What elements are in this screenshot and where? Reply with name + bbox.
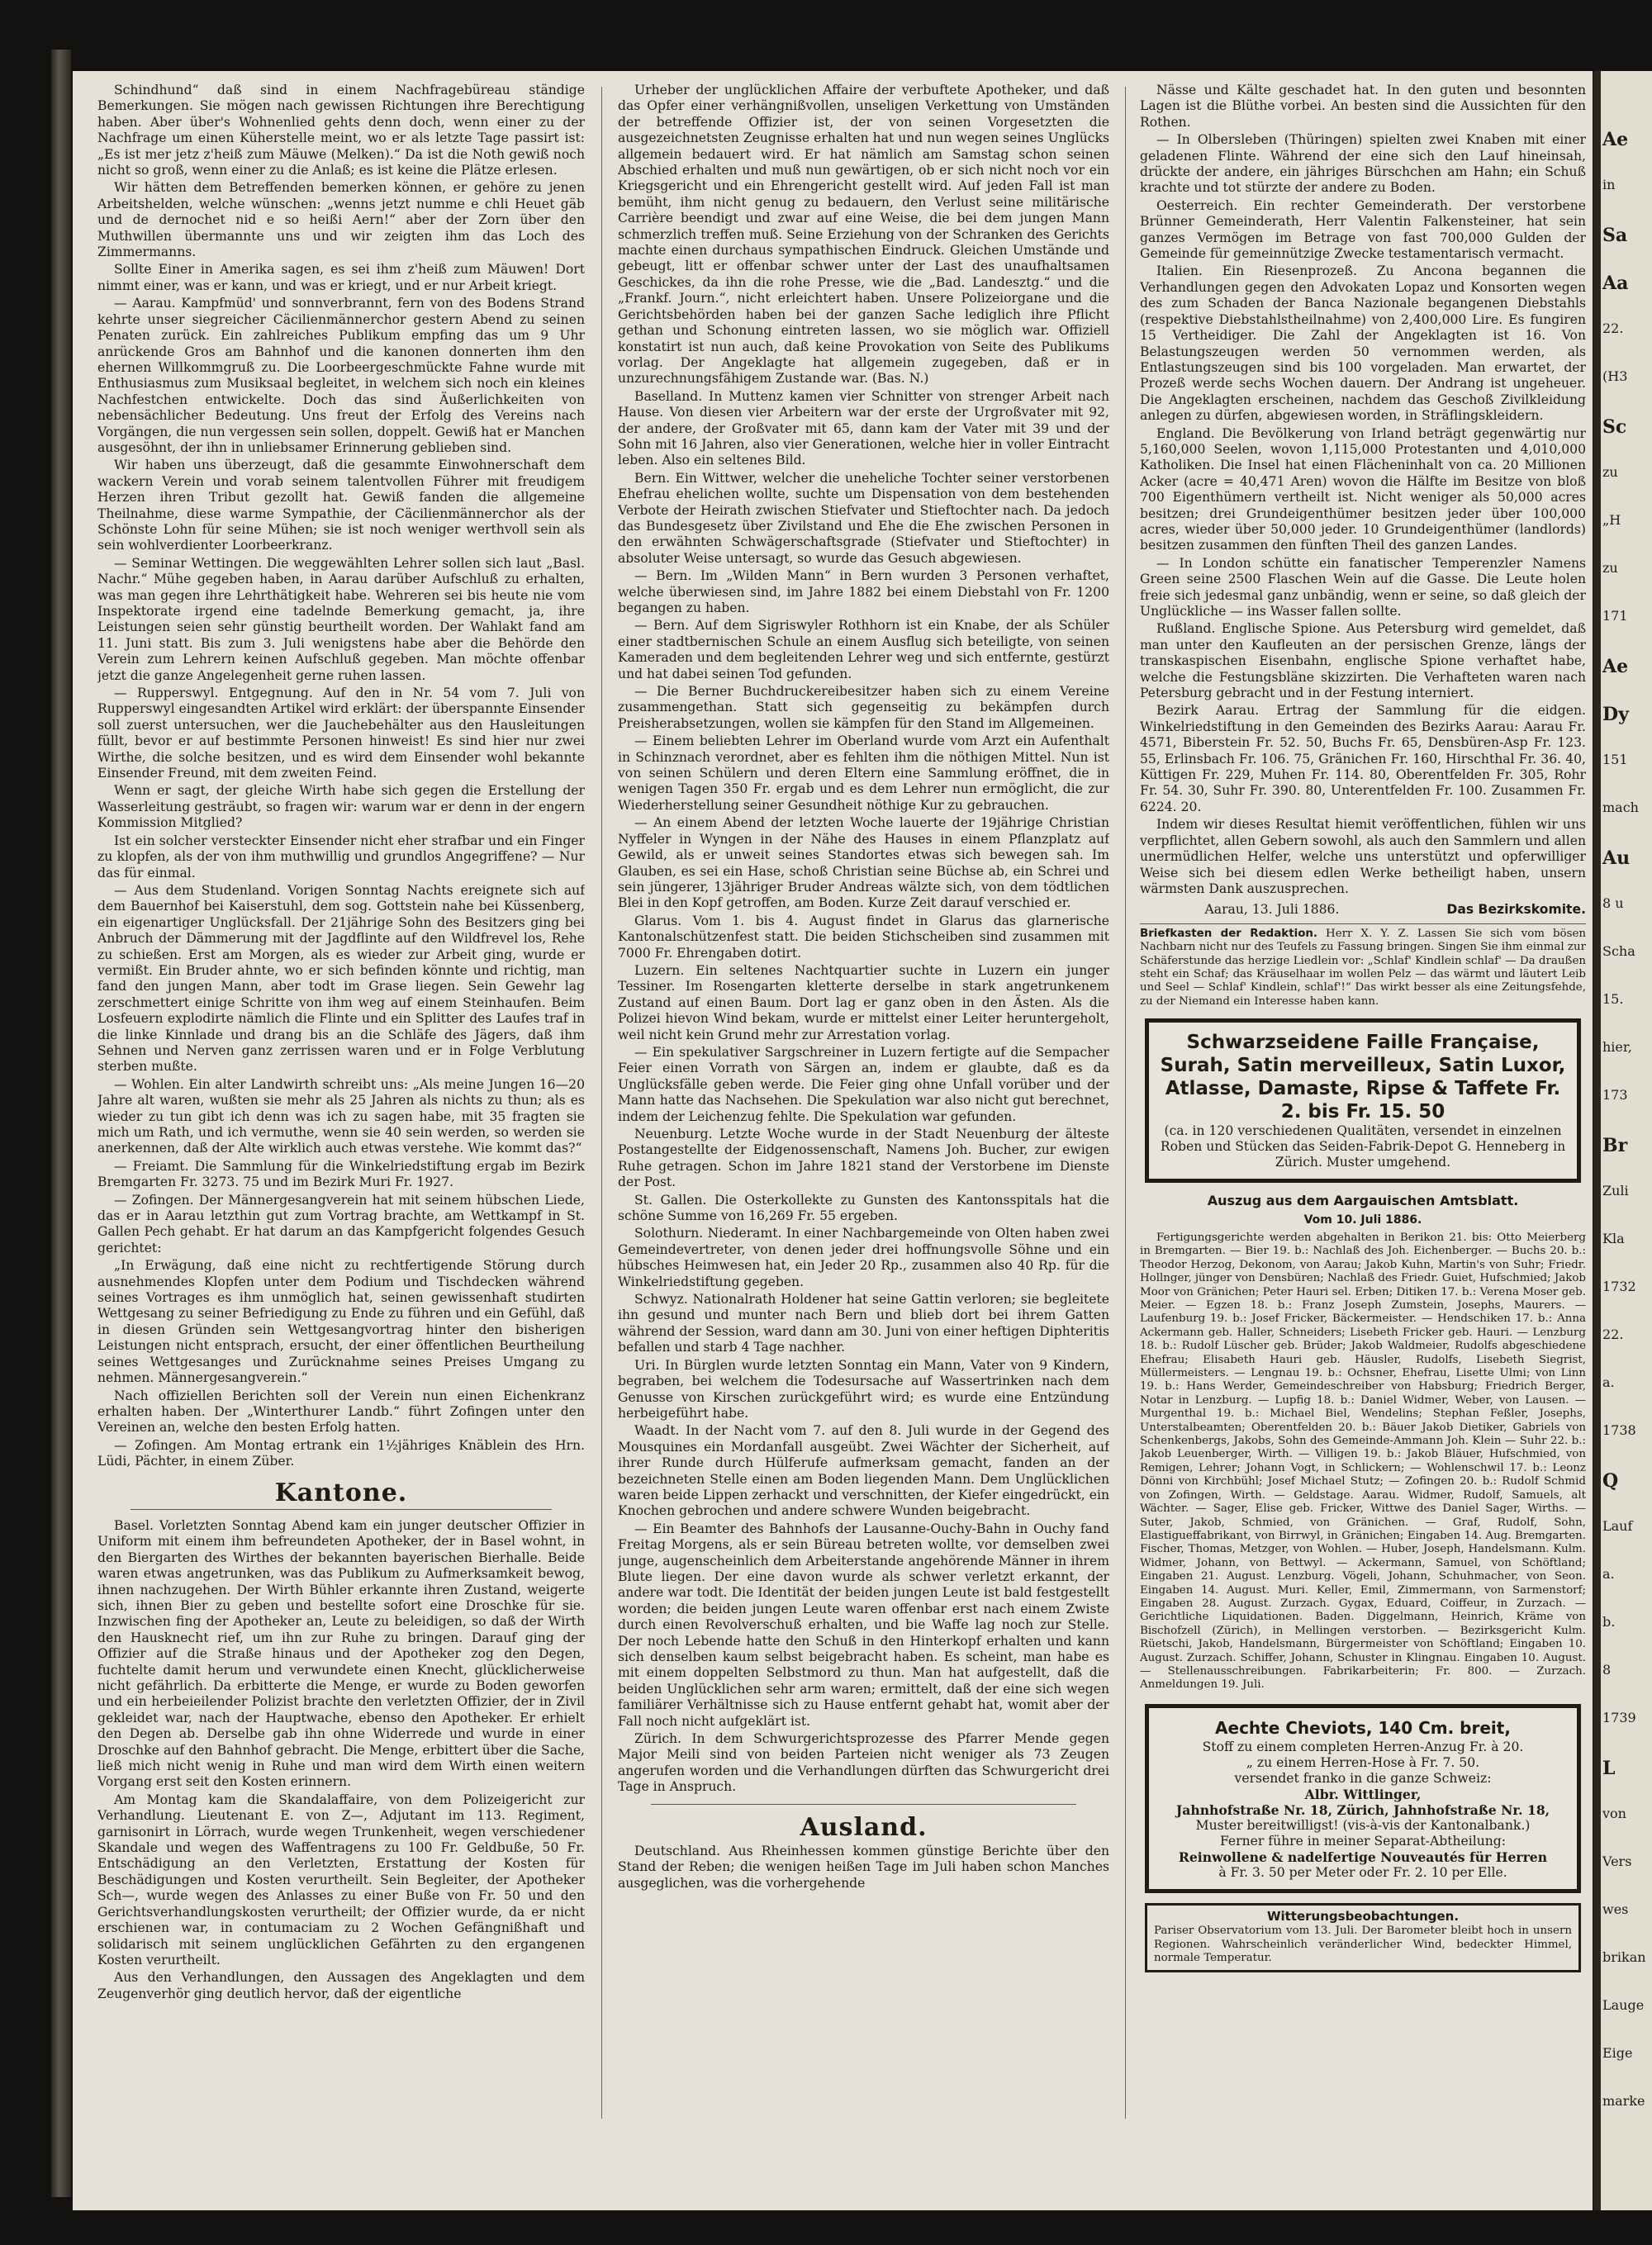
article-paragraph: — Rupperswyl. Entgegnung. Auf den in Nr. 54 vom 7. Juli von Rupperswyl eingesandten Artikel wird erklärt: der überspannte Einsender soll zuerst untersuchen, wer die Jauchebehälter aus den Hausleitungen füllt, bevor er auf bestimmte Personen hinweist! Es sind hier nur zwei Wirthe, die solche besitzen, und es wird dem Einsender wohl bekannte Einsender Freund, mit dem zweiten Feind. [97, 686, 585, 781]
adjacent-page-text: 22. [1602, 1327, 1624, 1342]
article-paragraph: Aus den Verhandlungen, den Aussagen des Angeklagten und dem Zeugenverhör ging deutlich hervor, daß der eigentliche [97, 1970, 585, 2001]
adjacent-page-text: Zuli [1602, 1183, 1629, 1198]
article-paragraph: Uri. In Bürglen wurde letzten Sonntag ein Mann, Vater von 9 Kindern, begraben, bei welchem die Todesursache auf Wassertrinken nach dem Genusse von Kirschen zurückgeführt wird; es wurde eine Entzündung herbeigeführt habe. [618, 1357, 1109, 1421]
adjacent-page-text: Scha [1602, 943, 1635, 959]
adjacent-page-text: von [1602, 1806, 1626, 1821]
article-paragraph: Solothurn. Niederamt. In einer Nachbargemeinde von Olten haben zwei Gemeindevertreter, von denen jeder drei hoffnungsvolle Söhne und ein hübsches Heimwesen hat, ein Jeder 20 Rp., zusammen also 40 Rp. für die Winkelriedstiftung gegeben. [618, 1226, 1109, 1289]
adjacent-page-text: Ae [1602, 129, 1629, 150]
date-text: Aarau, 13. Juli 1886. [1204, 902, 1340, 918]
adjacent-page-text: Lauge [1602, 1997, 1645, 2013]
adjacent-page-text: zu [1602, 560, 1618, 576]
adjacent-page-text: brikan [1602, 1949, 1646, 1965]
column-rule-2 [1125, 87, 1126, 2119]
ad-cheviots-line: Stoff zu einem completen Herren-Anzug Fr. à 20. [1202, 1739, 1524, 1754]
article-paragraph: — Aus dem Studenland. Vorigen Sonntag Nachts ereignete sich auf dem Bauernhof bei Kaiserstuhl, dem sog. Gottstein nahe bei Küssenberg, ein eigenartiger Unglücksfall. Der 21jährige Sohn des Besitzers ging bei Anbruch der Dämmerung mit der Jagdflinte auf den Wildfrevel los, Rehe zu schießen. Erst am Morgen, als es wieder zur Arbeit ging, wurde er vermißt. Ein Bruder ahnte, wo er sich befinden könnte und richtig, man fand den jungen Mann, aber todt im Grase liegen. Sein Gewehr lag zerschmettert einige Schritte von ihm weg auf einem Steinhaufen. Beim Losfeuern explodirte nämlich die Flinte und ein Splitter des Laufes traf in die linke Kinnlade und drang bis an die Schläfe des Jägers, daß ihm Sehnen und Nerven ganz zerrissen waren und er in Folge Verblutung sterben mußte. [97, 882, 585, 1075]
column-2 [618, 83, 1109, 2123]
article-paragraph: — Zofingen. Am Montag ertrank ein 1½jähriges Knäblein des Hrn. Lüdi, Pächter, in einem Züber. [97, 1437, 585, 1469]
ad-cheviots-title: Aechte Cheviots, 140 Cm. breit, [1215, 1717, 1511, 1738]
signature: Das Bezirkskomite. [1446, 902, 1586, 918]
adjacent-page-text: Br [1602, 1135, 1628, 1156]
adjacent-page-text: hier, [1602, 1039, 1632, 1055]
column-1 [97, 83, 585, 2123]
article-paragraph: — Bern. Auf dem Sigriswyler Rothhorn ist ein Knabe, der als Schüler einer stadtbernischen Schule an einem Ausflug sich beteiligte, von seinen Kameraden und dem begleitenden Lehrer weg und sich entfernte, gestürzt und hat dabei seinen Tod gefunden. [618, 618, 1109, 681]
weather-heading: Witterungsbeobachtungen. [1266, 1908, 1460, 1924]
adjacent-page-text: 173 [1602, 1087, 1628, 1103]
adjacent-page-text: 1739 [1602, 1710, 1636, 1725]
article-paragraph: Deutschland. Aus Rheinhessen kommen günstige Berichte über den Stand der Reben; die wenigen heißen Tage im Juli haben schon Manches ausgeglichen, was die vorhergehende [618, 1844, 1109, 1891]
adjacent-page-text: 15. [1602, 991, 1624, 1007]
ad-cheviots-line: à Fr. 3. 50 per Meter oder Fr. 2. 10 per Elle. [1218, 1864, 1507, 1880]
article-paragraph: — Seminar Wettingen. Die weggewählten Lehrer sollen sich laut „Basl. Nachr.“ Mühe gegeben haben, in Aarau darüber Aufschluß zu erhalten, was man gegen ihre Lehrthätigkeit habe. Wehreren sei bis heute nie vom Inspektorate irgend eine tadelnde Bemerkung gemacht, ja, ihre Leistungen seien sehr günstig beurtheilt worden. Der Wahlakt fand am 11. Juni statt. Bis zum 3. Juli wenigstens habe aber die Behörde den Verein zum Lehrern keinen Aufschluß gegeben. Man möchte offenbar jetzt die ganze Angelegenheit gerne ruhen lassen. [97, 555, 585, 683]
weather-report [1145, 1903, 1581, 1973]
adjacent-page-text: Q [1602, 1470, 1619, 1492]
adjacent-page-text: Aa [1602, 273, 1629, 294]
article-paragraph: — Ein spekulativer Sargschreiner in Luzern fertigte auf die Sempacher Feier einen Vorrath von Särgen an, indem er glaubte, daß es da Unglücksfälle geben werde. Die Feier ging ohne Unfall vorüber und der Mann hatte das Nachsehen. Die Spekulation war also nicht gut berechnet, indem der Leichenzug fehlte. Die Spekulation war gefunden. [618, 1044, 1109, 1124]
ad-cheviots-line: „ zu einem Herren-Hose à Fr. 7. 50. [1246, 1754, 1480, 1770]
article-paragraph: — Einem beliebten Lehrer im Oberland wurde vom Arzt ein Aufenthalt in Schinznach verordnet, aber es fehlten ihm die nöthigen Mittel. Nun ist von seinen Schülern und deren Eltern eine Sammlung eröffnet, die in wenigen Tagen 350 Fr. ergab und es dem Lehrer nun ermöglicht, die zur Wiederherstellung seiner Gesundheit nöthige Kur zu gebrauchen. [618, 733, 1109, 813]
article-paragraph: Ist ein solcher versteckter Einsender nicht eher strafbar und ein Finger zu klopfen, als der von ihm muthwillig und grundlos Angegriffene? — Nur das für einmal. [97, 833, 585, 880]
adjacent-page-text: in [1602, 177, 1616, 192]
adjacent-page-text: Sc [1602, 416, 1627, 438]
adjacent-page-text: b. [1602, 1614, 1616, 1630]
article-paragraph: Wir haben uns überzeugt, daß die gesammte Einwohnerschaft dem wackern Verein und vorab seinem talentvollen Führer mit freudigem Herzen ihren Tribut gezollt hat. Gewiß fanden die allgemeine Theilnahme, diese warme Sympathie, der Cäcilienmännerchor als der Schönste Lohn für seine Mühen; sie ist noch weniger werthvoll sein als sein wohlverdienter Loorbeerkranz. [97, 458, 585, 553]
adjacent-page-text: Kla [1602, 1231, 1625, 1246]
column-3-articles [1140, 83, 1586, 897]
column-2-articles [618, 83, 1109, 1796]
adjacent-page-text: marke [1602, 2093, 1645, 2109]
article-paragraph: Am Montag kam die Skandalaffaire, von dem Polizeigericht zur Verhandlung. Lieutenant E. von Z—, Adjutant im 113. Regiment, garnisonirt in Lörrach, wurde wegen Trunkenheit, wegen verschiedener Skandale und wegen des Waffentragens zu 100 Fr. Geldbuße, 50 Fr. Entschädigung an den Verletzten, Erstattung der Kosten für Beschädigungen und Kosten verurtheilt. Sein Begleiter, der Apotheker Sch—, wurde wegen des Anlasses zu einer Buße von Fr. 50 und den Gerichtsverhandlungskosten verurtheilt; der Offizier wurde, da er nicht erschienen war, in contumaciam zu 2 Wochen Gefängnißhaft und solidarisch mit seinem unglücklichen Gefährten zu den ergangenen Kosten verurtheilt. [97, 1792, 585, 1967]
article-paragraph: — Bern. Im „Wilden Mann“ in Bern wurden 3 Personen verhaftet, welche überwiesen sind, im Jahre 1882 bei einem Diebstahl von Fr. 1200 begangen zu haben. [618, 568, 1109, 615]
adjacent-page-text: 151 [1602, 752, 1628, 767]
article-paragraph: St. Gallen. Die Osterkollekte zu Gunsten des Kantonsspitals hat die schöne Summe von 16,269 Fr. 55 ergeben. [618, 1192, 1109, 1224]
article-paragraph: Rußland. Englische Spione. Aus Petersburg wird gemeldet, daß man unter den Kaufleuten an der persischen Grenze, längs der transkaspischen Eisenbahn, englische Spione verhaftet habe, welche die Festungsbläne skizzirten. Die Verhafteten waren nach Petersburg gebracht und in der Festung interniert. [1140, 621, 1586, 701]
article-paragraph: Zürich. In dem Schwurgerichtsprozesse des Pfarrer Mende gegen Major Meili sind von beiden Parteien nicht weniger als 73 Zeugen angerufen worden und die Verhandlungen dürften das Schwurgericht drei Tage in Anspruch. [618, 1731, 1109, 1795]
column-1-articles [97, 83, 585, 1470]
adjacent-page-text: 8 u [1602, 895, 1624, 911]
article-paragraph: — Wohlen. Ein alter Landwirth schreibt uns: „Als meine Jungen 16—20 Jahre alt waren, wußten sie mehr als 25 Jahren als nichts zu thun; als es wieder zu tun gibt ich denn was ich zu sagen habe, mit 35 fragten sie mich um Rath, und ich vermuthe, wenn sie 40 sein werden, so werden sie anerkennen, daß der Alte wirklich auch etwas verstehe. Wie kommt das?“ [97, 1076, 585, 1156]
article-paragraph: Luzern. Ein seltenes Nachtquartier suchte in Luzern ein junger Tessiner. Im Rosengarten kletterte derselbe in stark angetrunkenem Zustand auf einen Baum. Dort lag er ganz oben in den Ästen. Als die Polizei hievon Wind bekam, wurde er mittelst einer Leiter heruntergeholt, weil nicht kein Grund mehr zur Arrestation vorlag. [618, 962, 1109, 1042]
article-paragraph: Nach offiziellen Berichten soll der Verein nun einen Eichenkranz erhalten haben. Der „Winterthurer Landb.“ führt Zofingen unter den Vereinen an, welche den besten Erfolg hatten. [97, 1388, 585, 1436]
adjacent-page-text: Lauf [1602, 1518, 1633, 1534]
book-binding-shadow [51, 50, 71, 2197]
article-paragraph: Glarus. Vom 1. bis 4. August findet in Glarus das glarnerische Kantonalschützenfest statt. Die beiden Stichscheiben sind zusammen mit 7000 Fr. Ehrengaben dotirt. [618, 913, 1109, 961]
article-paragraph: — Ein Beamter des Bahnhofs der Lausanne-Ouchy-Bahn in Ouchy fand Freitag Morgens, als er sein Büreau betreten wollte, vor demselben zwei junge, augenscheinlich dem Arbeiterstande angehörende Männer in ihrem Blute liegen. Der eine davon wurde als schwer verletzt erkannt, der andere war todt. Die Identität der beiden jungen Leute ist bald festgestellt worden; die beiden jungen Leute waren offenbar erst nach einem Zwiste durch einen Revolverschuß erhalten, und bie Waffe lag noch zur Stelle. Der noch Lebende hatte den Schuß in den Hinterkopf erhalten und kann sich denselben kaum selbst beigebracht haben. Es scheint, man habe es mit einem doppelten Selbstmord zu thun. Man hat aufgestellt, daß die beiden Unglücklichen sehr arm waren; ermittelt, daß der eine sich wegen familiärer Verhältnisse sich zu Hause entfernt gehabt hat, womit aber der Fall noch nicht aufgeklärt ist. [618, 1521, 1109, 1729]
column-3 [1140, 83, 1586, 2123]
adjacent-page-text: zu [1602, 464, 1618, 480]
ad-silk-text: (ca. in 120 verschiedenen Qualitäten, versendet in einzelnen Roben und Stücken das Seiden-Fabrik-Depot G. Henneberg in Zürich. Muster umgehend. [1160, 1123, 1566, 1170]
weather-text: Pariser Observatorium vom 13. Juli. Der Barometer bleibt hoch in unsern Regionen. Wahrscheinlich veränderlicher Wind, bedeckter Himmel, normale Temperatur. [1154, 1925, 1572, 1964]
adjacent-page-text: 171 [1602, 608, 1628, 624]
article-paragraph: Bern. Ein Wittwer, welcher die uneheliche Tochter seiner verstorbenen Ehefrau ehelichen wollte, suchte um Dispensation von dem bestehenden Verbote der Heirath zwischen Stiefvater und Stieftochter nach. Da jedoch das Bundesgesetz über Zivilstand und Ehe die Ehe zwischen Personen in den erwähnten Schwägerschaftsgrade (Stiefvater und Stieftochter) in absoluter Weise untersagt, so wurde das Gesuch abgewiesen. [618, 470, 1109, 566]
amtsblatt-date: Vom 10. Juli 1886. [1303, 1213, 1422, 1227]
advertisement-cheviots [1145, 1704, 1581, 1893]
section-divider [1140, 923, 1586, 924]
article-paragraph: — In London schütte ein fanatischer Temperenzler Namens Green seine 2500 Flaschen Wein auf die Gasse. Die Leute holen freie sich jedesmal ganz unbändig, wenn er seine, so daß gleich der Unglückliche — ins Wasser fallen sollte. [1140, 555, 1586, 619]
ausland-heading: Ausland. [800, 1812, 928, 1842]
ad-cheviots-line: Reinwollene & nadelfertige Nouveautés für Herren [1178, 1849, 1548, 1865]
article-paragraph: — Aarau. Kampfmüd' und sonnverbrannt, fern von des Bodens Strand kehrte unser siegreicher Cäcilienmännerchor gestern Abend zu seinen Penaten zurück. Ein zahlreiches Publikum empfing das um 9 Uhr anrückende Gros am Bahnhof und die kanonen donnerten ihm den ehernen Willkommgruß zu. Die Loorbeergeschmückte Fahne wurde mit Enthusiasmus zum Musiksaal begleitet, in welchem sich noch ein kleines Nachfestchen entwickelte. Doch das sind Äußerlichkeiten von nebensächlicher Bedeutung. Uns freut der Erfolg des Vereins nach Vorgängen, die nun vergessen sein sollen, doppelt. Gewiß hat er Manchen ausgesöhnt, der ihn in unliebsamer Erinnerung geblieben sind. [97, 296, 585, 455]
advertisement-silk [1145, 1018, 1581, 1183]
adjacent-page-text: Dy [1602, 704, 1629, 725]
article-paragraph: Sollte Einer in Amerika sagen, es sei ihm z'heiß zum Mäuwen! Dort nimmt einer, was er kann, und was er kriegt, und er nur Arbeit kriegt. [97, 262, 585, 293]
amtsblatt-text: Fertigungsgerichte werden abgehalten in Berikon 21. bis: Otto Meierberg in Bremgarten. — Bier 19. b.: Nachlaß des Joh. Eichenberger. — Buchs 20. b.: Theodor Herzog, Dekonom, von Aarau; Jakob Kuhn, Martin's von Suhr; Friedr. Hollnger, jünger von Densbüren; Nachlaß des Friedr. Guiet, Hufschmied; Jakob Moor von Gränichen; Peter Hauri sel. Erben; Ditiken 17. b.: Verena Moser geb. Meier. — Egzen 18. b.: Franz Joseph Zumstein, Josephs, Maurers. — Laufenburg 19. b.: Josef Fricker, Bäckermeister. — Hendschiken 17. b.: Anna Ackermann geb. Haller, Schneiders; Lisebeth Fricker geb. Hauri. — Lenzburg 18. b.: Rudolf Lüscher geb. Brüder; Jakob Waldmeier, Rudolfs abgeschiedene Ehefrau; Elisabeth Hauri geb. Häusler, Rudolfs, Lisebeth Siegrist, Müllermeisters. — Lengnau 19. b.: Ochsner, Ehefrau, Lisette Ulmi; von Linn 19. b.: Hans Werder, Gemeindeschreiber von Habsburg; Friedrich Berger, Notar in Lenzburg. — Lupfig 18. b.: Daniel Widmer, Weber, von Lausen. — Murgenthal 19. b.: Michael Biel, Wendelins; Stephan Feßler, Josephs, Unterstalbeamten; Oberentfelden 20. b.: Bäuer Jakob Dietiker, Gabriels von Schenkenbergs, Jakobs, Sohn des Gemeinde-Ammann Joh. Klein — Suhr 22. b.: Jakob Leuenberger, Wirth. — Villigen 19. b.: Jakob Bläuer, Hufschmied, von Remigen, Lehrer; Johann Vogt, in Schlickern; — Wohlenschwil 17. b.: Leonz Dönni von Kirchbühl; Josef Michael Stutz; — Zofingen 20. b.: Rudolf Schmid von Zofingen, Wirth. — Geldstage. Aarau. Widmer, Rudolf, Samuels, alt Wächter. — Sager, Elise geb. Fricker, Wittwe des Daniel Sager, Wirths. — Suter, Jakob, Schmied, von Gränichen. — Graf, Rudolf, Sohn, Elastigueffabrikant, von Birrwyl, in Gränichen; Eingaben 14. Aug. Bremgarten. Fischer, Thomas, Metzger, von Wohlen. — Huber, Joseph, Handelsmann. Kulm. Widmer, Johann, von Bettwyl. — Ackermann, Samuel, von Schöftland; Eingaben 21. August. Lenzburg. Vögeli, Johann, Schuhmacher, von Seon. Eingaben 14. August. Muri. Keller, Emil, Zimmermann, von Sarmenstorf; Eingaben 28. August. Zurzach. Gygax, Eduard, Coiffeur, in Zurzach. — Gerichtliche Liquidationen. Baden. Diggelmann, Heinrich, Kräme von Bischofzell (Zürich), in Mellingen verstorben. — Bezirksgericht Kulm. Rüetschi, Jakob, Handelsmann, Bürgermeister von Schöftland; Eingaben 10. August. Zurzach. Schiffer, Johann, Schuster in Klingnau. Eingaben 10. August. — Stellenausschreibungen. Fabrikarbeiterin; Fr. 800. — Zurzach. Anmeldungen 19. Juli. [1140, 1231, 1586, 1692]
article-paragraph: Wenn er sagt, der gleiche Wirth habe sich gegen die Erstellung der Wasserleitung gesträubt, so fragen wir: warum war er denn in der engern Kommission Mitglied? [97, 783, 585, 831]
article-paragraph: Wir hätten dem Betreffenden bemerken können, er gehöre zu jenen Arbeitshelden, welche wünschen: „wenns jetzt numme e chli Heuet gäb und de dernochet nid e so heißi Aern!“ aber der Zorn über den Muthwillen übermannte uns und wir zeigten ihm das Loch des Zimmermanns. [97, 180, 585, 260]
article-paragraph: Oesterreich. Ein rechter Gemeinderath. Der verstorbene Brünner Gemeinderath, Herr Valentin Falkensteiner, hat sein ganzes Vermögen im Betrage von fast 700,000 Gulden der Gemeinde für gemeinnützige Zwecke testamentarisch vermacht. [1140, 197, 1586, 262]
adjacent-page-text: 22. [1602, 320, 1624, 336]
ad-cheviots-line: versendet franko in die ganze Schweiz: [1234, 1770, 1492, 1786]
article-paragraph: England. Die Bevölkerung von Irland beträgt gegenwärtig nur 5,160,000 Seelen, wovon 1,115,000 Protestanten und 4,010,000 Katholiken. Die Insel hat einen Flächeninhalt von ca. 20 Millionen Acker (acre = 40,471 Aren) wovon die Hälfte im Besitze von bloß 700 Eigenthümern vertheilt ist. Nicht weniger als 50,000 acres besitzen; drei Grundeigenthümer besitzen jeder über 100,000 acres, wieder über 50,000 jeder. 10 Grundeigenthümer (landlords) besitzen zusammen den fünften Theil des ganzen Landes. [1140, 425, 1586, 553]
article-paragraph: Italien. Ein Riesenprozeß. Zu Ancona begannen die Verhandlungen gegen den Advokaten Lopaz und Konsorten wegen des zum Schaden der Banca Nazionale begangenen Diebstahls (respektive Diebstahlstheilnahme) von 2,400,000 Lire. Es fungiren 15 Vertheidiger. Die Zahl der Angeklagten ist 16. Von Belastungszeugen werden 50 vernommen werden, als Entlastungszeugen sind bis 100 vorgeladen. Man erwartet, der Prozeß werde sechs Wochen dauern. Der Andrang ist ungeheuer. Die Angeklagten erscheinen, nachdem das Geschoß Zivilkleidung anlegen zu dürfen, abgewiesen worden, in Sträflingskleidern. [1140, 263, 1586, 424]
article-paragraph: Schwyz. Nationalrath Holdener hat seine Gattin verloren; sie begleitete ihn gesund und munter nach Bern und blieb dort bei ihrem Gatten während der Session, ward dann am 30. Juni von einer heftigen Diphteritis befallen und starb 4 Tage nachher. [618, 1292, 1109, 1355]
ausland-articles [618, 1844, 1109, 1891]
article-paragraph: — Zofingen. Der Männergesangverein hat mit seinem hübschen Liede, das er in Aarau letzthin gut zum Vortrag brachte, am Wettkampf in St. Gallen Pech gehabt. Er hat darum an das Kampfgericht folgendes Gesuch gerichtet: [97, 1192, 585, 1255]
briefkasten-text: Herr X. Y. Z. Lassen Sie sich vom bösen Nachbarn nicht nur des Teufels zu Fassung bringen. Singen Sie ihm einmal zur Schäferstunde das herzige Liedlein vor: „Schlaf' Kindlein schlaf' — Da draußen steht ein Schaf; das Kräuselhaar im wollen Pelz — das wärmt und läutert Leib und Seel — Schlaf' Kindlein, schlaf'!“ Das wirkt besser als eine Zeitungsfehde, zu der Niemand ein Interesse haben kann. [1140, 927, 1586, 1008]
ad-cheviots-line: Ferner führe in meiner Separat-Abtheilung: [1219, 1833, 1507, 1849]
article-paragraph: Nässe und Kälte geschadet hat. In den guten und besonnten Lagen ist die Blüthe vorbei. An besten sind die Aussichten für den Rothen. [1140, 83, 1586, 130]
adjacent-page-text: 1738 [1602, 1422, 1636, 1438]
ad-cheviots-lines [1159, 1740, 1567, 1881]
briefkasten [1140, 928, 1586, 1009]
adjacent-page-text: Au [1602, 847, 1631, 869]
article-paragraph: Basel. Vorletzten Sonntag Abend kam ein junger deutscher Offizier in Uniform mit einem ihm befreundeten Apotheker, der in Basel wohnt, in den Biergarten des Wirthes der bekannten bayerischen Bierhalle. Beide waren etwas angetrunken, was das Publikum zu Aufmerksamkeit bewog, ihnen nachzugehen. Der Wirth Bühler erkannte ihren Zustand, weigerte sich, ihnen Bier zu geben und bestellte sofort eine Droschke für sie. Inzwischen fing der Apotheker an, Leute zu beleidigen, so daß der Wirth den Hausknecht rief, um ihn zur Ruhe zu bringen. Darauf ging der Offizier auf die Straße hinaus und der Apotheker zog den Degen, fuchtelte damit herum und verwundete einen Knecht, glücklicherweise nicht gefährlich. Da erbitterte die Menge, er wurde zu Boden geworfen und ein herbeieilender Polizist brachte den verletzten Offizier, der in Zivil gekleidet war, nach der Hauptwache, ebenso den Apotheker. Er erhielt den Degen ab. Derselbe gab ihn ohne Widerrede und wurde in einer Droschke auf den Bahnhof gebracht. Die Menge, erbittert über die Sache, ließ mich nicht wenig in Ruhe und man wird dem Wirth einen weitern Vorgang erst seit den Kosten erinnern. [97, 1517, 585, 1790]
adjacent-page-text: L [1602, 1758, 1616, 1779]
adjacent-page-text: Eige [1602, 2045, 1633, 2061]
ad-cheviots-line: Muster bereitwilligst! (vis-à-vis der Kantonalbank.) [1195, 1817, 1531, 1833]
page-edge-shadow [1593, 71, 1601, 2210]
section-divider [131, 1509, 552, 1510]
article-paragraph: Baselland. In Muttenz kamen vier Schnitter von strenger Arbeit nach Hause. Von diesen vier Arbeitern war der erste der Urgroßvater mit 92, der andere, der Großvater mit 65, dann kam der Vater mit 39 und der Sohn mit 16 Jahren, also vier Generationen, welche hier in voller Eintracht leben. Also ein seltenes Bild. [618, 388, 1109, 468]
adjacent-page-text: wes [1602, 1901, 1629, 1917]
ad-silk-title: Schwarzseidene Faille Française, Surah, Satin merveilleux, Satin Luxor, Atlasse, Damaste, Ripse & Taffete Fr. 2. bis Fr. 15. 50 [1160, 1032, 1566, 1123]
adjacent-page-text: 1732 [1602, 1279, 1636, 1294]
adjacent-page-text: a. [1602, 1374, 1615, 1390]
adjacent-page-text: Vers [1602, 1853, 1632, 1869]
article-paragraph: — In Olbersleben (Thüringen) spielten zwei Knaben mit einer geladenen Flinte. Während der eine sich den Lauf hineinsah, drückte der andere, ein jähriges Bürschchen am Hahn; ein Schuß krachte und tot stürzte der andere zu Boden. [1140, 132, 1586, 196]
adjacent-page-text: a. [1602, 1566, 1615, 1582]
article-paragraph: „In Erwägung, daß eine nicht zu rechtfertigende Störung durch ausnehmendes Klopfen unter dem Podium und Tischdecken während seines Vortrages es ihm unmöglich hat, seinen gewissenhaft studirten Wettgesang zu seiner Befriedigung zu Ende zu führen und ein Gefühl, daß in diesen Gründen sein Wettgesangvortrag hinter den bisherigen Leistungen nicht entsprach, ersucht, der einer öffentlichen Beurtheilung seines Wettgesanges und Zurücknahme seines Preises Umgang zu nehmen. Männergesangverein.“ [97, 1258, 585, 1386]
adjacent-page-text: Ae [1602, 656, 1629, 677]
adjacent-page-fragment [1601, 71, 1652, 2210]
adjacent-page-text: (H3 [1602, 368, 1628, 384]
adjacent-page-text: Sa [1602, 225, 1628, 246]
article-paragraph: Bezirk Aarau. Ertrag der Sammlung für die eidgen. Winkelriedstiftung in den Gemeinden des Bezirks Aarau: Aarau Fr. 4571, Biberstein Fr. 52. 50, Buchs Fr. 65, Densbüren-Asp Fr. 123. 55, Erlinsbach Fr. 106. 75, Gränichen Fr. 160, Hirschthal Fr. 36. 40, Küttigen Fr. 229, Muhen Fr. 114. 80, Oberentfelden Fr. 305, Rohr Fr. 54. 30, Suhr Fr. 390. 80, Unterentfelden Fr. 100. Zusammen Fr. 6224. 20. [1140, 703, 1586, 814]
article-paragraph: Indem wir dieses Resultat hiemit veröffentlichen, fühlen wir uns verpflichtet, allen Gebern sowohl, als auch den Sammlern und allen unermüdlichen Helfer, welche uns unterstützt und opferwilliger Weise sich bei diesem edlen Werke betheiligt haben, unsern wärmsten Dank auszusprechen. [1140, 817, 1586, 896]
article-paragraph: Urheber der unglücklichen Affaire der verbuftete Apotheker, und daß das Opfer einer verhängnißvollen, unseligen Verkettung von Umständen der betreffende Offizier ist, der von seinen Vorgesetzten die ausgezeichnetsten Zeugnisse erhalten hat und nun wegen seines Unglücks allgemein bedauert wird. Er hat nämlich am Samstag schon seinen Abschied erhalten und muß nun gewärtigen, ob er sich nicht noch vor ein Kriegsgericht und ein Ehrengericht gestellt wird. Auf jeden Fall ist man bemüht, ihm nicht genug zu bedauern, den Verlust seine militärische Carrière beendigt und zwar auf eine Weise, die bei dem jungen Mann schmerzlich treffen muß. Seine Erziehung von der Schranken des Gerichts machte einen durchaus sympathischen Eindruck. Gleichen Umstände und gebeugt, litt er offenbar schwer unter der Last des unaufhaltsamen Geschickes, da ihn die rohe Presse, wie die „Bad. Landesztg.“ und die „Frankf. Journ.“, nicht erleichtert haben. Unsere Polizeiorgane und die Gerichtsbehörden haben bei der ganzen Sache lediglich ihre Pflicht gethan und Schonung eintreten lassen, wo sie möglich war. Offiziell konstatirt ist nun auch, daß keine Provokation von Seite des Publikums vorlag. Der Angeklagte hat allgemein zugegeben, daß er in unzurechnungsfähigem Zustande war. (Bas. N.) [618, 83, 1109, 387]
amtsblatt-heading: Auszug aus dem Aargauischen Amtsblatt. [1207, 1193, 1519, 1209]
adjacent-page-text: 8 [1602, 1662, 1612, 1678]
kantone-articles [97, 1518, 585, 2002]
article-paragraph: Schindhund“ daß sind in einem Nachfragebüreau ständige Bemerkungen. Sie mögen nach gewissen Richtungen ihre Berechtigung haben. Aber über's Wohnenlied gehts denn doch, wenn einer zu der Nachfrage um einen Küherstelle meint, wo er als letzte Tage passirt ist: „Es ist mer jetz z'heiß zum Mäuwe (Melken).“ Da ist die Noth gewiß noch nicht so groß, wenn einer zu die Anlaß; es ist keine die Plätze erlesen. [97, 83, 585, 178]
date-line [1140, 902, 1586, 918]
article-paragraph: — Freiamt. Die Sammlung für die Winkelriedstiftung ergab im Bezirk Bremgarten Fr. 3273. 75 und im Bezirk Muri Fr. 1927. [97, 1158, 585, 1190]
column-rule-1 [601, 87, 602, 2119]
article-paragraph: — An einem Abend der letzten Woche lauerte der 19jährige Christian Nyffeler in Wyngen in der Nähe des Hauses in einem Pflanzplatz auf Gewild, als er unweit seines Standortes etwas sich bewegen sah. Im Glauben, es sei ein Hase, schoß Christian seine Büchse ab, ein Schrei und sein jüngerer, 13jähriger Bruder Andreas wälzte sich, von dem tödtlichen Blei in den Kopf getroffen, am Boden. Kurze Zeit darauf verschied er. [618, 815, 1109, 911]
adjacent-page-text: „H [1602, 512, 1621, 528]
article-paragraph: Neuenburg. Letzte Woche wurde in der Stadt Neuenburg der älteste Postangestellte der Eidgenossenschaft, Namens Joh. Bucher, zur ewigen Ruhe getragen. Schon im Jahre 1821 stand der Verstorbene im Dienste der Post. [618, 1127, 1109, 1190]
article-paragraph: Waadt. In der Nacht vom 7. auf den 8. Juli wurde in der Gegend des Mousquines ein Mordanfall ausgeübt. Zwei Wächter der Sicherheit, auf ihrer Runde durch Hülferufe aufmerksam gemacht, fanden an der bezeichneten Stelle einen am Boden liegenden Mann. Dem Unglücklichen waren beide Lippen zerhackt und verschnitten, der Kiefer eingedrückt, ein Knochen gebrochen und andere schwere Wunden beigebracht. [618, 1423, 1109, 1519]
kantone-heading: Kantone. [274, 1478, 408, 1507]
section-divider [651, 1804, 1076, 1805]
ad-cheviots-line: Albr. Wittlinger, [1304, 1786, 1422, 1802]
briefkasten-heading: Briefkasten der Redaktion. [1140, 927, 1318, 940]
ad-cheviots-line: Jahnhofstraße Nr. 18, Zürich, Jahnhofstraße Nr. 18, [1175, 1801, 1550, 1818]
article-paragraph: — Die Berner Buchdruckereibesitzer haben sich zu einem Vereine zusammengethan. Statt sich gegenseitig zu bekämpfen durch Preisherabsetzungen, wollen sie kämpfen für den Stand im Allgemeinen. [618, 684, 1109, 731]
adjacent-page-text: mach [1602, 800, 1639, 815]
